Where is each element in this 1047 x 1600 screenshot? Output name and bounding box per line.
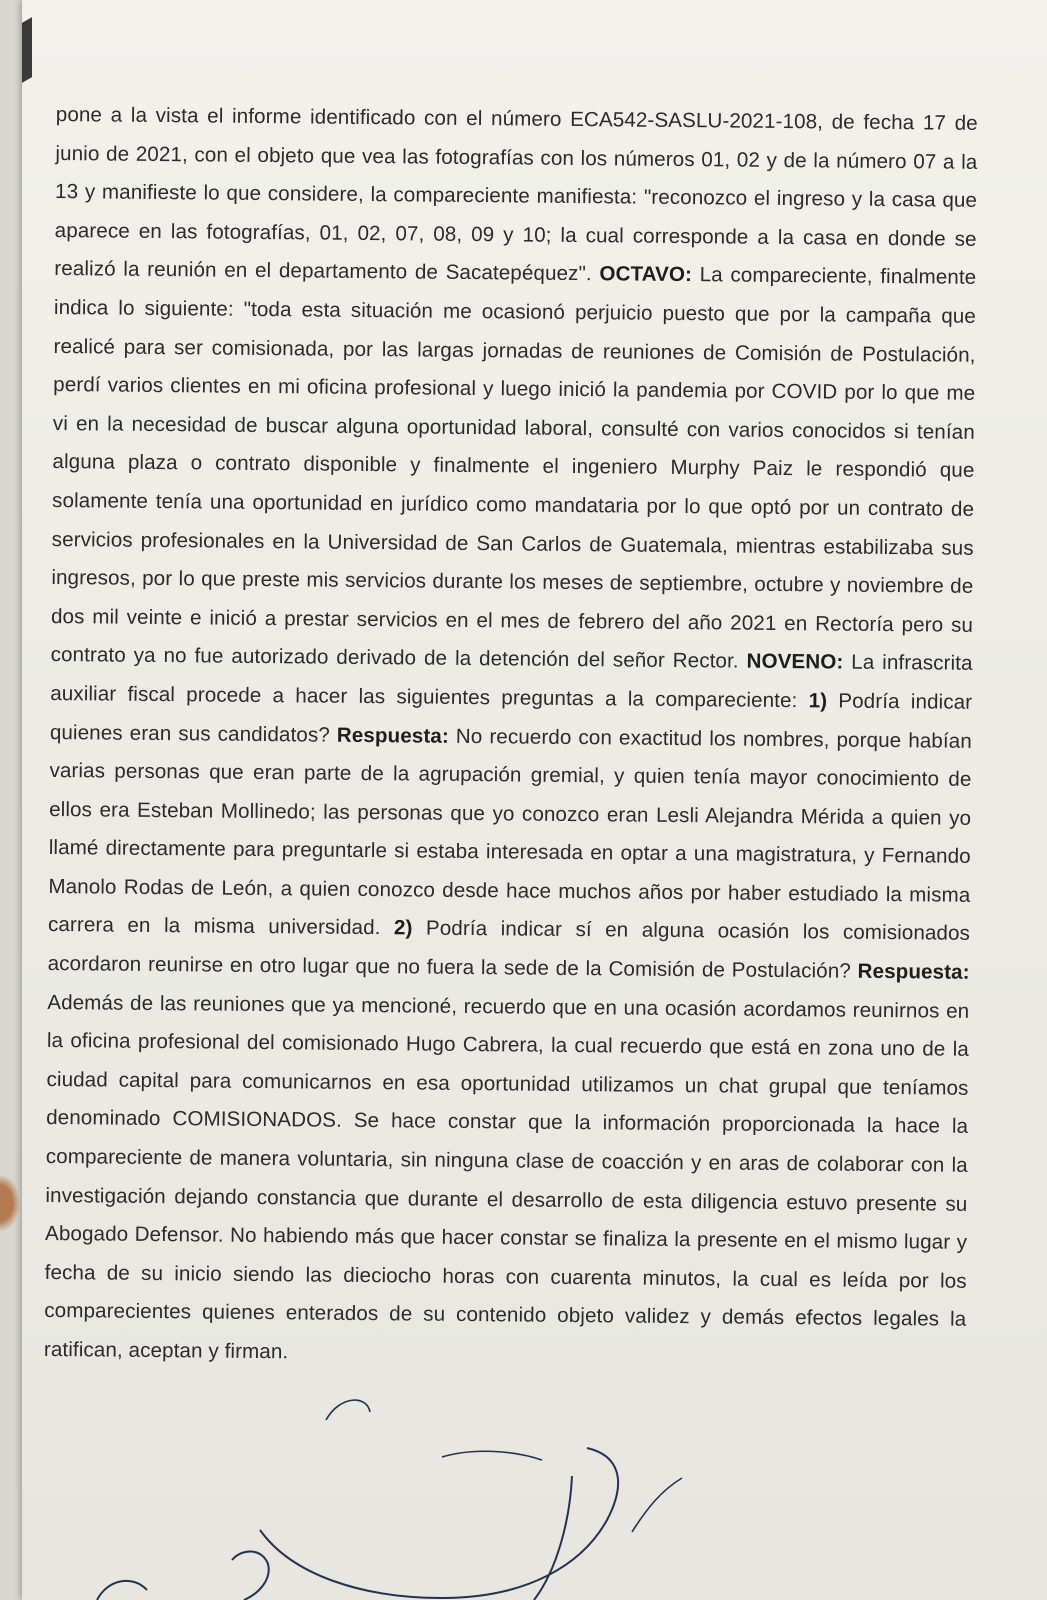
document-page xyxy=(22,0,1047,1600)
section-heading-octavo: OCTAVO: xyxy=(599,262,693,287)
signature-stroke xyxy=(260,1448,618,1598)
signature-stroke xyxy=(534,1476,572,1600)
signature-stroke xyxy=(632,1478,682,1532)
page-corner-shadow xyxy=(22,17,32,83)
question-text-2: Podría indicar sí en alguna ocasión los comisionados acordaron reunirse en otro lugar que no fuera la sede de la Comisión de Postulación? xyxy=(47,916,971,983)
answer-label-1: Respuesta: xyxy=(336,723,449,748)
question-number-1: 1) xyxy=(808,689,828,713)
finger-edge xyxy=(0,1175,20,1231)
signature-stroke xyxy=(97,1581,147,1600)
signature-stroke xyxy=(232,1551,269,1600)
question-number-2: 2) xyxy=(393,916,413,940)
document-body xyxy=(44,96,978,1378)
answer-text-2: Además de las reuniones que ya mencioné, recuerdo que en una ocasión acordamos reunirnos en la oficina profesional del comisionado Hugo Cabrera, la cual recuerdo que está en zona uno de la ciudad capital para comunicarnos en esa oportunidad utilizamos un chat grupal que teníamos denominado COMISIONADOS. Se hace constar que la información proporcionada la hace la compareciente de manera voluntaria, sin ninguna clase de coacción y en aras de colaborar con la investigación dejando constancia que durante el desarrollo de esta diligencia estuvo presente su Abogado Defensor. No habiendo más que hacer constar se finaliza la presente en el mismo lugar y fecha de su inicio siendo las dieciocho horas con cuarenta minutos, la cual es leída por los comparecientes quienes enterados de su contenido objeto validez y demás efectos legales la ratifican, aceptan y firman. xyxy=(43,990,970,1364)
paragraph xyxy=(44,96,978,1378)
question-text-1: Podría indicar quienes eran sus candidatos? xyxy=(49,689,973,747)
answer-label-2: Respuesta: xyxy=(857,959,970,984)
signature-stroke xyxy=(326,1400,370,1420)
text-segment: pone a la vista el informe identificado con el número ECA542-SASLU-2021-108, de fecha 17 de junio de 2021, con el objeto que vea las fotografías con los números 01, 02 y de la número 07 a la 13 y manifieste lo que considere, la compareciente manifiesta: "reconozco el ingreso y la casa que aparece en las fotografías, 01, 02, 07, 08, 09 y 10; la cual corresponde a la casa en donde se realizó la reunión en el departamento de Sacatepéquez". xyxy=(54,102,978,286)
section-heading-noveno: NOVENO: xyxy=(746,649,844,674)
text-segment: La compareciente, finalmente indica lo siguiente: "toda esta situación me ocasionó perjuicio puesto que por la campaña que realicé para ser comisionada, por las largas jornadas de reuniones de Comisión de Postulación, perdí varios clientes en mi oficina profesional y luego inició la pandemia por COVID por lo que me vi en la necesidad de buscar alguna oportunidad laboral, consulté con varios conocidos si tenían alguna plaza o contrato disponible y finalmente el ingeniero Murphy Paiz le respondió que solamente tenía una oportunidad en jurídico como mandataria por lo que optó por un contrato de servicios profesionales en la Universidad de San Carlos de Guatemala, mientras estabilizaba sus ingresos, por lo que preste mis servicios durante los meses de septiembre, octubre y noviembre de dos mil veinte e inició a prestar servicios en el mes de febrero del año 2021 en Rectoría pero su contrato ya no fue autorizado derivado de la detención del señor Rector. xyxy=(50,263,977,673)
text-segment: La infrascrita auxiliar fiscal procede a hacer las siguientes preguntas a la compareciente: xyxy=(50,650,973,713)
signature-stroke xyxy=(442,1451,542,1460)
answer-text-1: No recuerdo con exactitud los nombres, porque habían varias personas que eran parte de la agrupación gremial, y quien tenía mayor conocimiento de ellos era Esteban Mollinedo; las personas que yo conozco eran Lesli Alejandra Mérida a quien yo llamé directamente para preguntarle si estaba interesada en optar a una magistratura, y Fernando Manolo Rodas de León, a quien conozco desde hace muchos años por haber estudiado la misma carrera en la misma universidad. xyxy=(47,724,972,940)
